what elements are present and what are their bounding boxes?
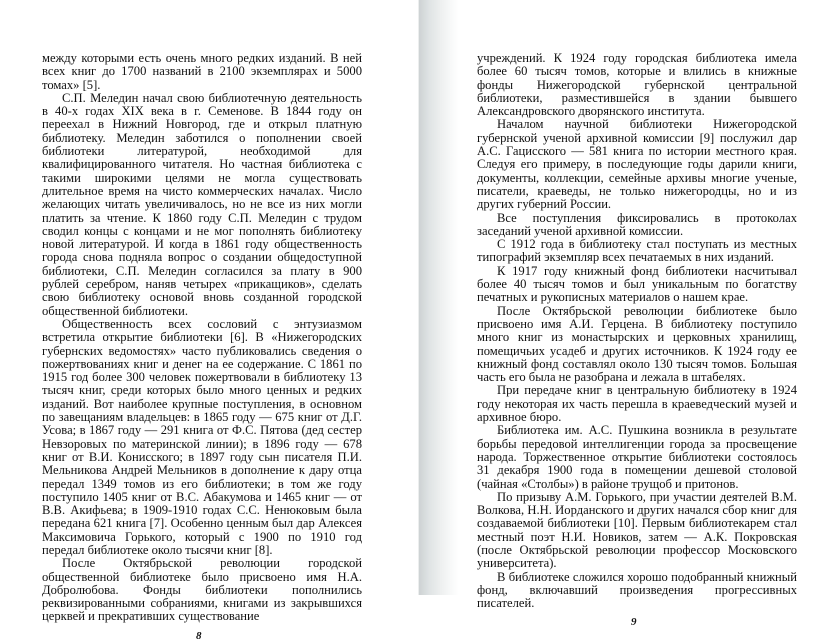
page-number: 9	[631, 616, 637, 629]
paragraph: К 1917 году книжный фонд библиотеки насчитывал более 40 тысяч томов и был уникальным по богатству печатных и рукописных материалов о нашем крае.	[477, 263, 797, 305]
paragraph: При передаче книг в центральную библиотеку в 1924 году некоторая их часть перешла в краеведческий музей и архивное бюро.	[477, 383, 797, 425]
paragraph: Началом научной библиотеки Нижегородской губернской ученой архивной комиссии [9] послужил дар А.С. Гацисского — 581 книга по истории местного края. Следуя его примеру, в последующие годы дарили книги, документы, коллекции, семейные архивы многие ученые, писатели, краеведы, не только нижегородцы, но и из других губерний России.	[477, 117, 797, 212]
paragraph: По призыву А.М. Горького, при участии деятелей В.М. Волкова, Н.Н. Иорданского и других начался сбор книг для создаваемой библиотеки [10]. Первым библиотекарем стал местный поэт Н.И. Новиков, затем — А.К. Покровская (после Октябрьской революции профессор Московского университета).	[477, 489, 797, 571]
right-page	[419, 0, 839, 629]
left-page	[0, 0, 419, 642]
paragraph: С 1912 года в библиотеку стал поступать из местных типографий экземпляр всех печатаемых в них изданий.	[477, 237, 797, 265]
paragraph: Все поступления фиксировались в протоколах заседаний ученой архивной комиссии.	[477, 210, 797, 238]
right-page-text	[477, 52, 797, 630]
paragraph: После Октябрьской революции библиотеке было присвоено имя А.И. Герцена. В библиотеку поступило много книг из монастырских и церковных хранилищ, помещичьих усадеб и других источников. К 1924 году ее книжный фонд составлял около 130 тысяч томов. Большая часть его была не разобрана и лежала в штабелях.	[477, 303, 797, 385]
left-page-text	[42, 52, 362, 644]
page-number: 8	[196, 629, 202, 642]
paragraph: С.П. Меледин начал свою библиотечную деятельность в 40-х годах XIX века в г. Семенове. В 1844 году он переехал в Нижний Новгород, где и открыл платную библиотеку. Меледин заботился о пополнении своей библиотеки литературой, необходимой для квалифицированного читателя. Но частная библиотека с такими широкими целями не могла существовать длительное время на чисто коммерческих началах. Число желающих читать увеличивалось, но не все из них могли платить за чтение. К 1860 году С.П. Меледин с трудом сводил концы с концами и не мог пополнять библиотеку новой литературой. И когда в 1861 году общественность города снова подняла вопрос о создании общедоступной библиотеки, С.П. Меледин согласился за плату в 900 рублей серебром, наняв четырех «прикащиков», сделать свою библиотеку основой вновь созданной городской общественной библиотеки.	[42, 90, 362, 318]
paragraph: В библиотеке сложился хорошо подобранный книжный фонд, включавший произведения прогрессивных писателей.	[477, 569, 797, 611]
paragraph: Общественность всех сословий с энтузиазмом встретила открытие библиотеки [6]. В «Нижегородских губернских ведомостях» часто публиковались сведения о пожертвованиях книг и денег на ее содержание. С 1861 по 1915 год более 300 человек пожертвовали в библиотеку 13 тысяч книг, среди которых было много ценных и редких изданий. Вот наиболее крупные поступления, в основном по завещаниям владельцев: в 1865 году — 675 книг от Д.Г. Усова; в 1867 году — 291 книга от Ф.С. Пятова (дед сестер Невзоровых по материнской линии); в 1896 году — 678 книг от В.И. Конисского; в 1897 году сын писателя П.И. Мельникова Андрей Мельников в дополнение к дару отца передал 1349 томов из его библиотеки; в том же году поступило 1405 книг от В.С. Абакумова и 1465 книг — от В.В. Акифьева; в 1909-1910 годах С.С. Ненюковым была передана 621 книга [7]. Особенно ценным был дар Алексея Максимовича Горького, который с 1900 по 1910 год передал библиотеке около тысячи книг [8].	[42, 316, 362, 557]
paragraph: Библиотека им. А.С. Пушкина возникла в результате борьбы передовой интеллигенции города за просвещение народа. Торжественное открытие библиотеки состоялось 31 декабря 1900 года в помещении дешевой столовой (чайная «Столбы») в районе трущоб и притонов.	[477, 423, 797, 491]
paragraph: учреждений. К 1924 году городская библиотека имела более 60 тысяч томов, которые и влились в книжные фонды Нижегородской губернской центральной библиотеки, разместившейся в здании бывшего Александровского дворянского института.	[477, 51, 797, 119]
paragraph: После Октябрьской революции городской общественной библиотеке было присвоено имя Н.А. Добролюбова. Фонды библиотеки пополнились реквизированными собраниями, книгами из закрывшихся церквей и прекративших существование	[42, 556, 362, 624]
paragraph: между которыми есть очень много редких изданий. В ней всех книг до 1700 названий в 2100 экземплярах и 5000 томах» [5].	[42, 51, 362, 92]
